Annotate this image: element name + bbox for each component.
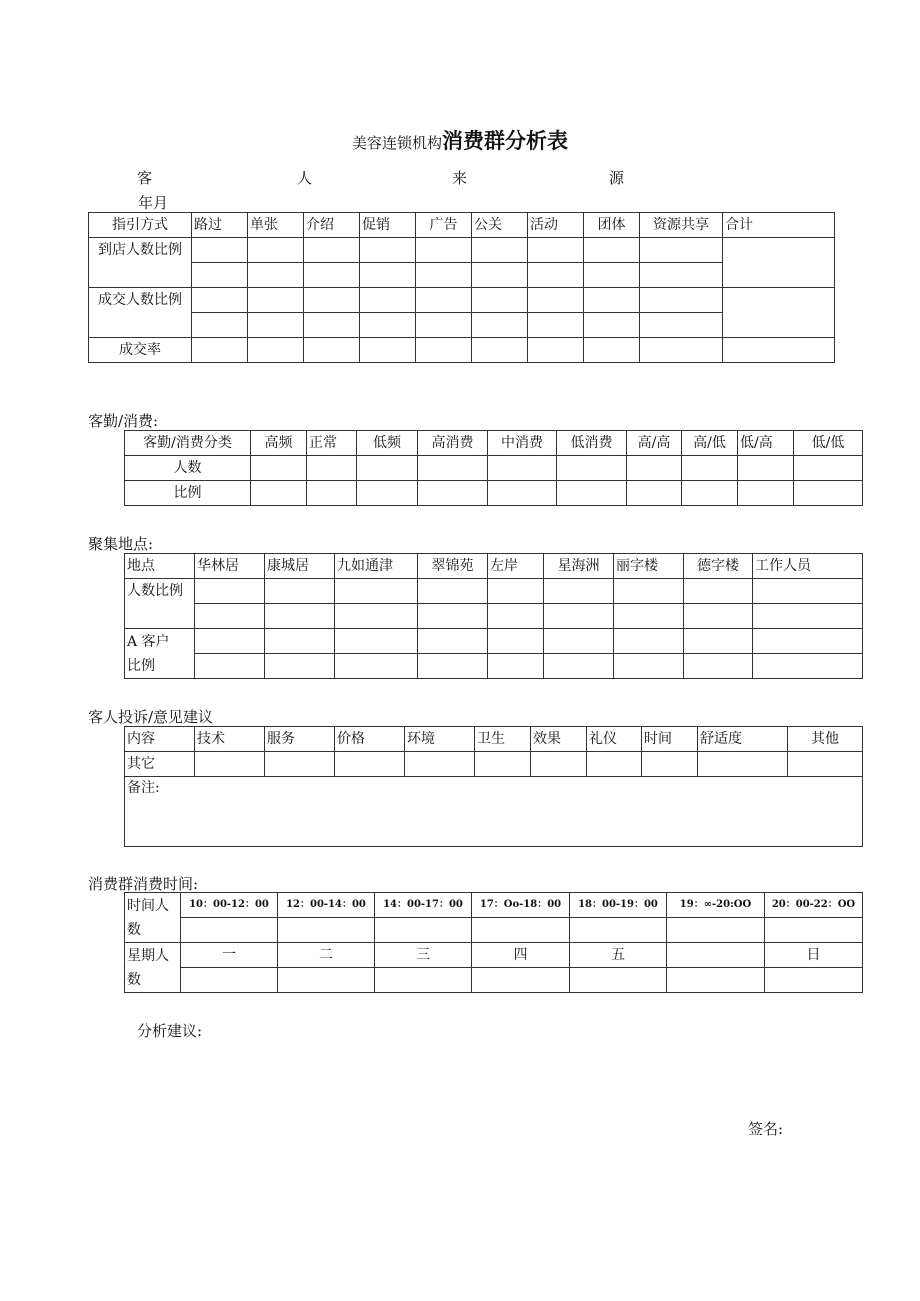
time-row-label-1: 时间人 <box>127 897 169 914</box>
src-h5: 广告 <box>416 213 472 238</box>
time-slot-7: 20：00-22：OO <box>765 893 863 918</box>
week-row-label <box>125 943 181 993</box>
cmp-h4: 环境 <box>405 727 475 752</box>
day-5: 五 <box>570 943 667 968</box>
src-h2: 单张 <box>248 213 304 238</box>
time-slot-5: 18：00-19：00 <box>570 893 667 918</box>
loc-h9: 工作人员 <box>753 554 863 579</box>
time-slot-4: 17：Oo-18：00 <box>472 893 570 918</box>
freq-h6: 低消费 <box>557 431 627 456</box>
freq-h5: 中消费 <box>488 431 557 456</box>
cmp-h0: 内容 <box>125 727 195 752</box>
title-prefix: 美容连锁机构 <box>351 134 442 152</box>
loc-h3: 九如通津 <box>335 554 418 579</box>
frequency-label: 客勤/消费: <box>88 412 159 430</box>
cmp-h7: 礼仪 <box>587 727 642 752</box>
src-h8: 团体 <box>584 213 640 238</box>
time-label: 消费群消费时间: <box>88 875 199 893</box>
source-table <box>88 212 835 363</box>
analysis-label: 分析建议: <box>137 1022 203 1040</box>
source-header-1: 客 <box>137 169 153 187</box>
freq-h9: 低/高 <box>738 431 794 456</box>
loc-customer-ratio: 比例 <box>127 657 155 674</box>
week-row-label-2: 数 <box>127 971 141 988</box>
loc-h2: 康城居 <box>265 554 335 579</box>
loc-h6: 星海洲 <box>544 554 614 579</box>
freq-h2: 正常 <box>307 431 357 456</box>
loc-row-ratio: 人数比例 <box>125 579 195 629</box>
freq-h8: 高/低 <box>682 431 738 456</box>
loc-h0: 地点 <box>125 554 195 579</box>
src-h6: 公关 <box>472 213 528 238</box>
title-main: 消费群分析表 <box>442 129 568 153</box>
freq-h7: 高/高 <box>627 431 682 456</box>
location-label: 聚集地点: <box>88 535 154 553</box>
freq-h3: 低频 <box>357 431 418 456</box>
day-4: 四 <box>472 943 570 968</box>
time-slot-1: 10：00-12：00 <box>181 893 278 918</box>
freq-h4: 高消费 <box>418 431 488 456</box>
source-header-3: 来 <box>452 169 468 187</box>
day-2: 二 <box>278 943 375 968</box>
loc-row-customer <box>125 629 195 679</box>
src-h10: 合计 <box>723 213 835 238</box>
freq-row-count: 人数 <box>125 456 251 481</box>
day-3: 三 <box>375 943 472 968</box>
loc-h4: 翠锦苑 <box>418 554 488 579</box>
frequency-table <box>124 430 863 506</box>
cmp-note[interactable]: 备注: <box>125 777 863 847</box>
freq-h10: 低/低 <box>794 431 863 456</box>
src-h7: 活动 <box>528 213 584 238</box>
day-6 <box>667 943 765 968</box>
time-table <box>124 892 863 993</box>
src-h3: 介绍 <box>304 213 360 238</box>
loc-h1: 华林居 <box>195 554 265 579</box>
src-row-arrive: 到店人数比例 <box>89 238 192 288</box>
cmp-h10: 其他 <box>788 727 863 752</box>
cmp-h3: 价格 <box>335 727 405 752</box>
time-slot-3: 14：00-17：00 <box>375 893 472 918</box>
src-h9: 资源共享 <box>640 213 723 238</box>
signature-label: 签名: <box>748 1120 784 1138</box>
src-h4: 促销 <box>360 213 416 238</box>
src-row-deal: 成交人数比例 <box>89 288 192 338</box>
loc-h5: 左岸 <box>488 554 544 579</box>
loc-customer-a: A 客户 <box>127 633 170 650</box>
time-row-label <box>125 893 181 943</box>
cmp-h1: 技术 <box>195 727 265 752</box>
page-title <box>0 125 920 155</box>
day-7: 日 <box>765 943 863 968</box>
cmp-h6: 效果 <box>531 727 587 752</box>
day-1: 一 <box>181 943 278 968</box>
src-h1: 路过 <box>192 213 248 238</box>
cmp-h5: 卫生 <box>475 727 531 752</box>
week-row-label-1: 星期人 <box>127 947 169 964</box>
source-header-4: 源 <box>609 169 625 187</box>
complaint-label: 客人投诉/意见建议 <box>88 708 214 726</box>
cmp-h2: 服务 <box>265 727 335 752</box>
source-header-2: 人 <box>297 169 313 187</box>
src-h0: 指引方式 <box>89 213 192 238</box>
complaint-table <box>124 726 863 847</box>
loc-h7: 丽字楼 <box>614 554 684 579</box>
loc-h8: 德字楼 <box>684 554 753 579</box>
time-row-label-2: 数 <box>127 921 141 938</box>
location-table <box>124 553 863 679</box>
year-month-label: 年月 <box>138 194 169 212</box>
cmp-h9: 舒适度 <box>698 727 788 752</box>
time-slot-2: 12：00-14：00 <box>278 893 375 918</box>
src-row-rate: 成交率 <box>89 338 192 363</box>
freq-h1: 高频 <box>251 431 307 456</box>
time-slot-6: 19：∞-20:OO <box>667 893 765 918</box>
cmp-row-other: 其它 <box>125 752 195 777</box>
freq-row-ratio: 比例 <box>125 481 251 506</box>
cmp-h8: 时间 <box>642 727 698 752</box>
freq-h0: 客勤/消费分类 <box>125 431 251 456</box>
